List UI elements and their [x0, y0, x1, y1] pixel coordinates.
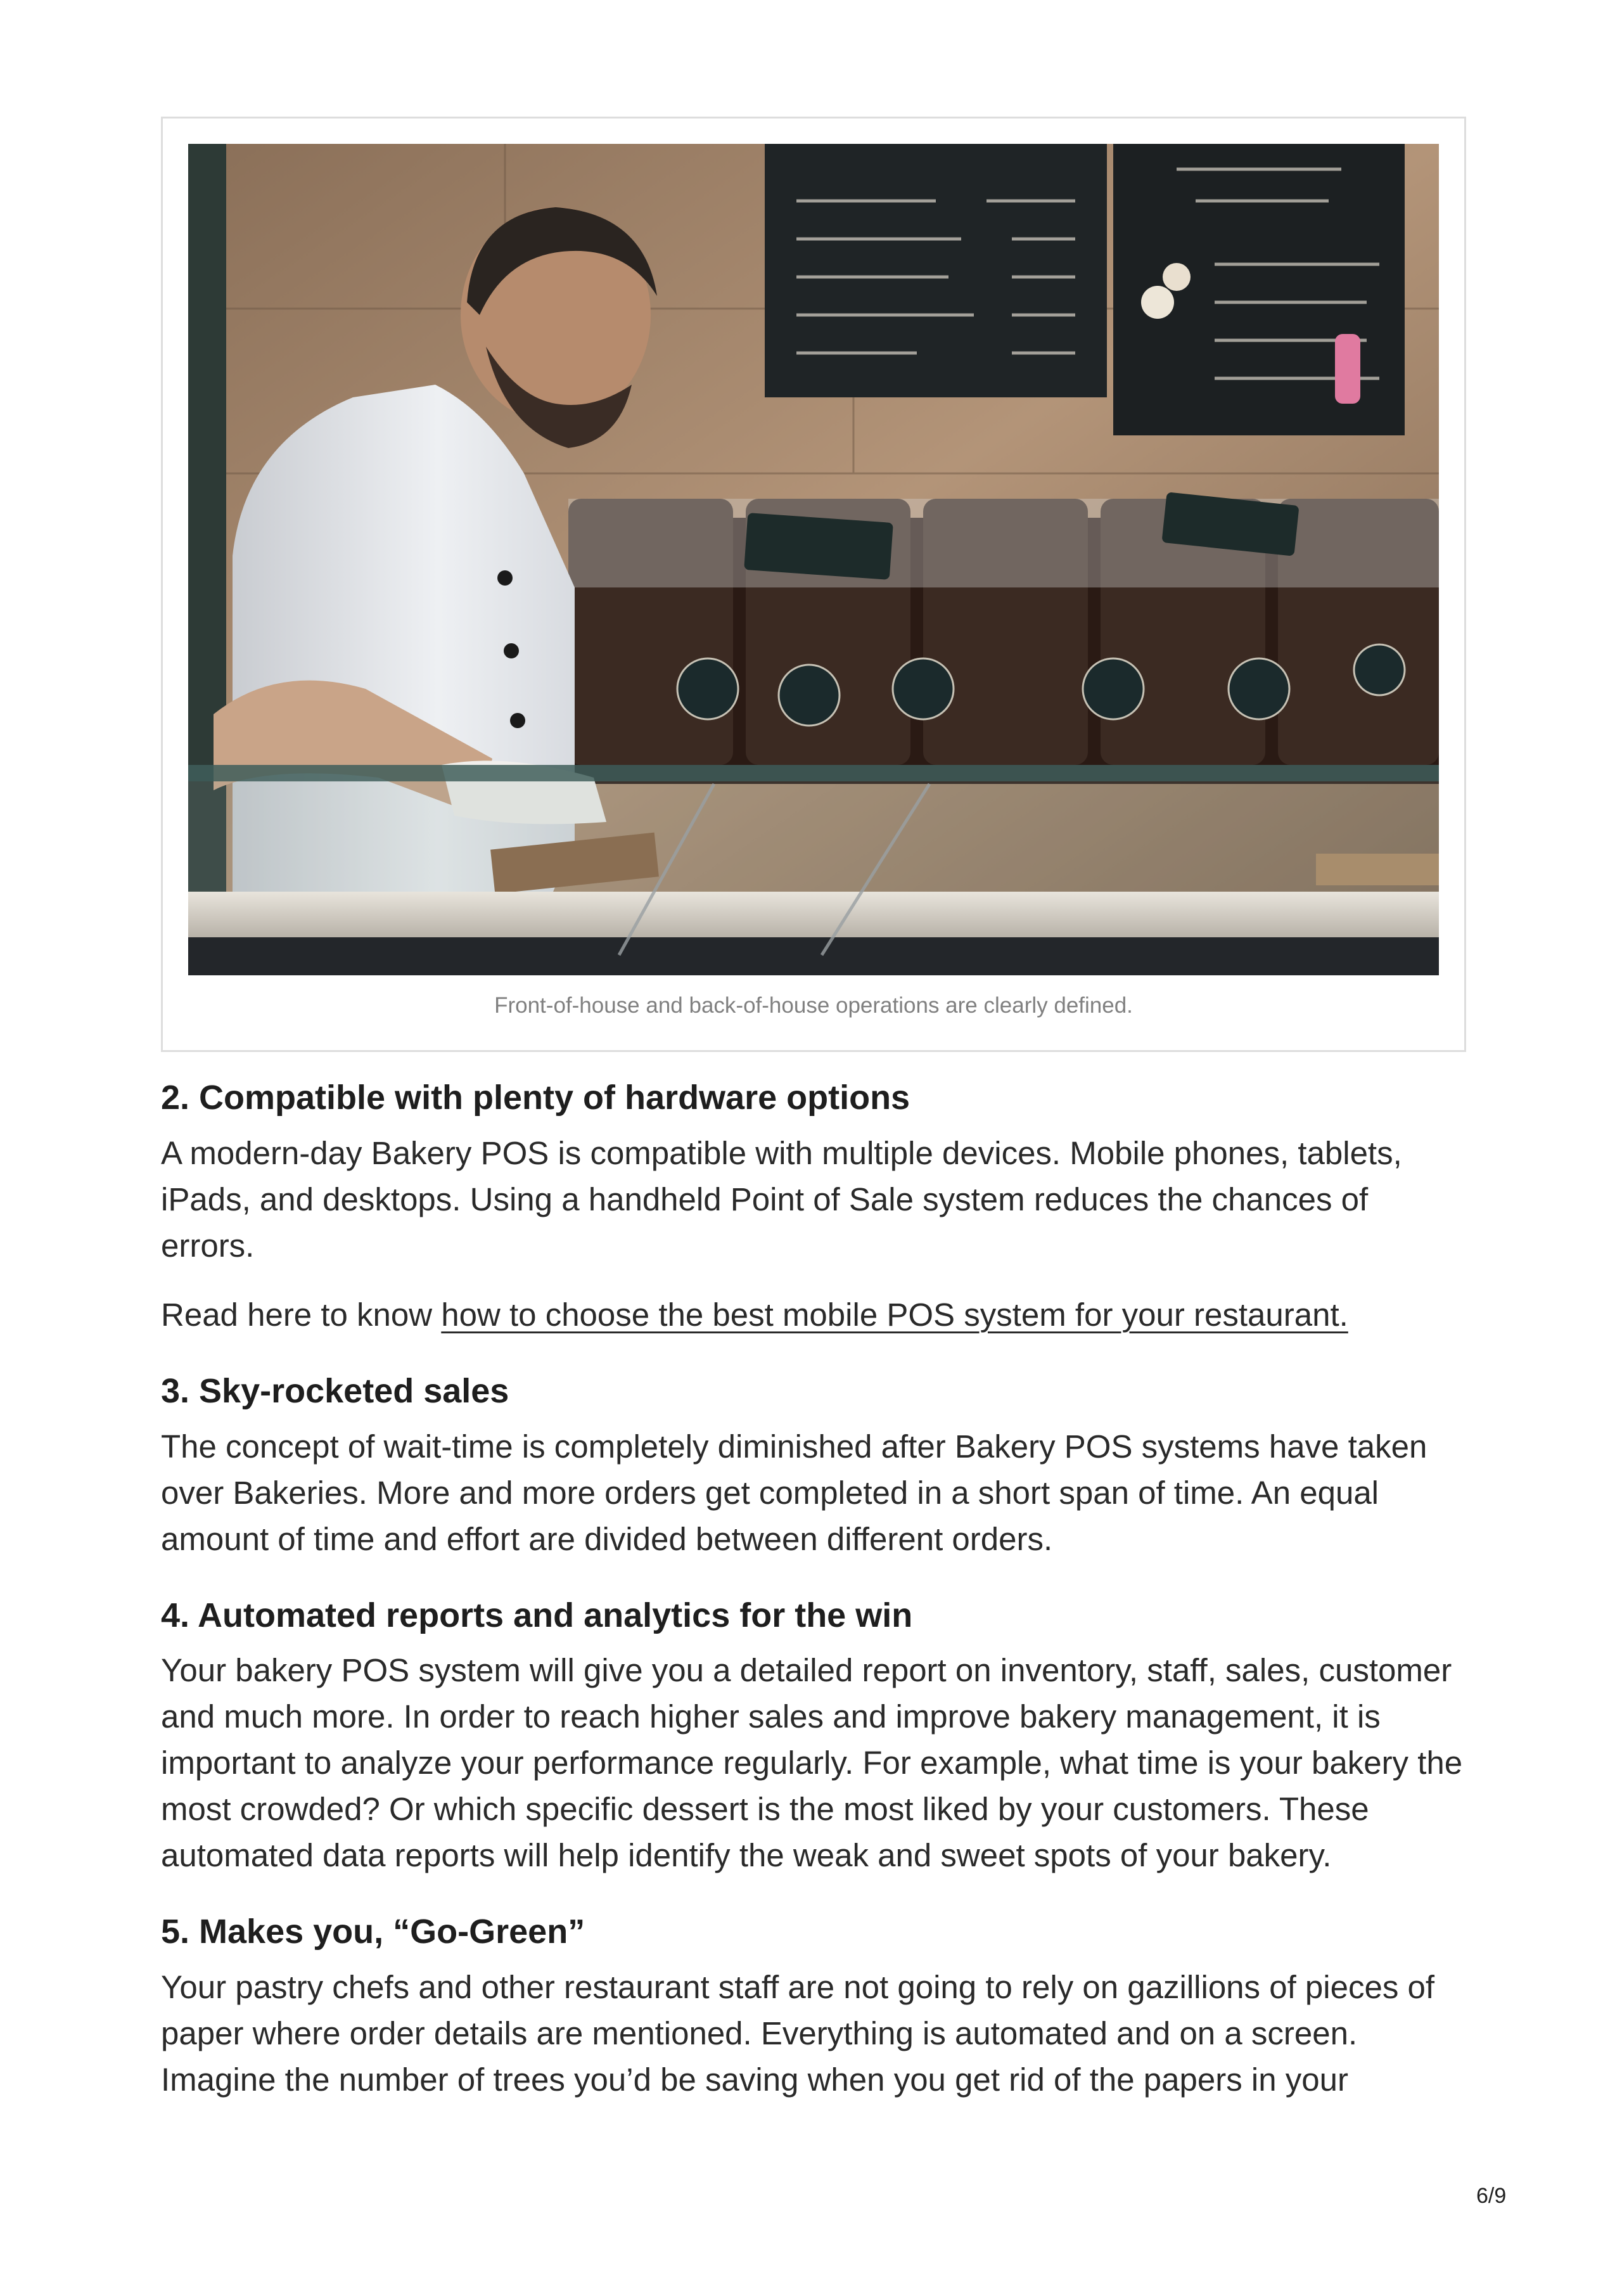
- bakery-photo: [188, 144, 1439, 975]
- section-heading: 5. Makes you, “Go-Green”: [161, 1913, 585, 1951]
- section-paragraph: Your bakery POS system will give you a detailed report on inventory, staff, sales, customer and much more. In order to reach higher sales and improve bakery management, it is important to analyze your performance regularly. For example, what time is your bakery the most crowded? Or which specific dessert is the most liked by your customers. These automated data reports will help identify the weak and sweet spots of your bakery.: [161, 1652, 1463, 1874]
- section-paragraph: The concept of wait-time is completely diminished after Bakery POS systems have taken over Bakeries. More and more orders get completed in a short span of time. An equal amount of time and effort are divided between different orders.: [161, 1428, 1427, 1557]
- section-paragraph: A modern-day Bakery POS is compatible with multiple devices. Mobile phones, tablets, iPads, and desktops. Using a handheld Point of Sale system reduces the chances of errors.: [161, 1134, 1402, 1264]
- section-heading: 2. Compatible with plenty of hardware options: [161, 1079, 910, 1117]
- section-heading: 4. Automated reports and analytics for the win: [161, 1596, 913, 1634]
- page-number: 6/9: [1476, 2184, 1507, 2208]
- read-more-paragraph: [161, 1292, 1466, 1338]
- figure-caption: Front-of-house and back-of-house operations are clearly defined.: [494, 993, 1133, 1018]
- mobile-pos-guide-link[interactable]: how to choose the best mobile POS system for your restaurant.: [441, 1296, 1348, 1333]
- section-heading: 3. Sky-rocketed sales: [161, 1371, 509, 1410]
- section-paragraph: Your pastry chefs and other restaurant staff are not going to rely on gazillions of pieces of paper where order details are mentioned. Everything is automated and on a screen. Imagine the number of trees you’d be saving when you get rid of the papers in your: [161, 1969, 1435, 2098]
- bakery-photo-illustration: [188, 144, 1439, 975]
- article-body: [161, 1077, 1466, 2136]
- figure: [161, 117, 1466, 1052]
- read-more-prefix: Read here to know: [161, 1296, 442, 1333]
